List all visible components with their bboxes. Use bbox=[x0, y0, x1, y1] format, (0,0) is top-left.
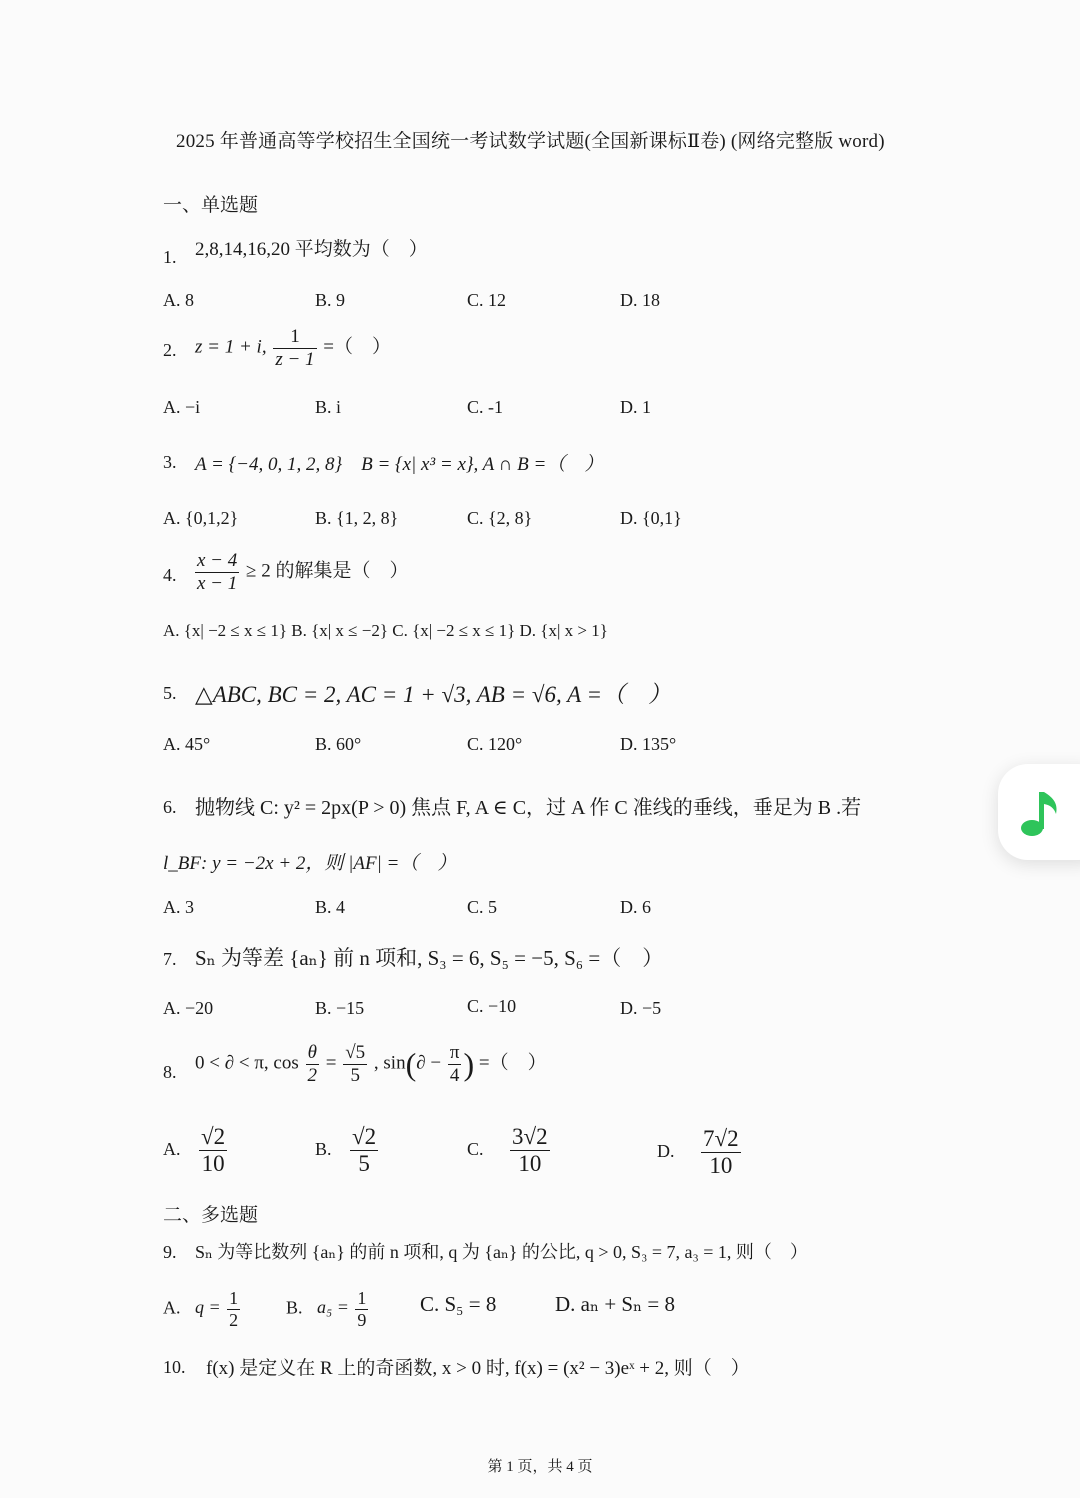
question-8-option-a-label: A. bbox=[163, 1139, 181, 1160]
question-8-fraction-theta-denominator: 2 bbox=[307, 1064, 317, 1086]
page-footer: 第 1 页，共 4 页 bbox=[487, 1459, 593, 1475]
question-2-suffix: =（ ） bbox=[323, 336, 392, 358]
question-9-option-b-prefix: a₅ = bbox=[317, 1297, 349, 1318]
question-9-option-a-denominator: 2 bbox=[229, 1309, 239, 1330]
question-1-text: 2,8,14,16,20 平均数为（ ） bbox=[195, 239, 428, 260]
question-8-fraction-root5-denominator: 5 bbox=[350, 1064, 360, 1086]
question-8-fraction-pi-numerator: π bbox=[449, 1042, 460, 1063]
question-5-text: △ABC, BC = 2, AC = 1 + √3, AB = √6, A =（ ） bbox=[195, 682, 671, 707]
question-2-text bbox=[195, 326, 391, 371]
question-3-option-a: A. {0,1,2} bbox=[163, 508, 239, 528]
question-9-option-a-numerator: 1 bbox=[229, 1288, 239, 1308]
question-7-option-c: C. −10 bbox=[467, 996, 517, 1016]
question-8-fraction-root5-numerator: √5 bbox=[345, 1042, 366, 1063]
question-5-number: 5. bbox=[163, 683, 177, 703]
question-8-fraction-pi bbox=[448, 1042, 462, 1087]
question-8-number: 8. bbox=[163, 1062, 177, 1082]
question-6-option-b: B. 4 bbox=[315, 897, 346, 917]
question-6-option-d: D. 6 bbox=[620, 897, 651, 917]
floating-music-button[interactable] bbox=[998, 764, 1080, 860]
question-9-option-a-label: A. bbox=[163, 1297, 181, 1318]
question-8-fraction-theta bbox=[306, 1042, 320, 1087]
question-4-text bbox=[193, 550, 408, 595]
question-8-option-d-fraction bbox=[701, 1126, 741, 1180]
question-3-text: A = {−4, 0, 1, 2, 8} B = {x| x³ = x}, A ∩ B =（ ） bbox=[195, 454, 604, 475]
question-6-number: 6. bbox=[163, 797, 177, 817]
question-1-option-a: A. 8 bbox=[163, 290, 194, 310]
question-1-option-b: B. 9 bbox=[315, 290, 346, 310]
question-2-option-a: A. −i bbox=[163, 397, 201, 417]
question-10-text: f(x) 是定义在 R 上的奇函数, x > 0 时, f(x) = (x² − 3)eˣ + 2, 则（ ） bbox=[206, 1358, 750, 1379]
question-8-sin: , sin bbox=[373, 1052, 406, 1074]
question-8-option-c-fraction bbox=[510, 1124, 550, 1178]
question-9-number: 9. bbox=[163, 1242, 177, 1262]
question-8-option-c-label: C. bbox=[467, 1139, 484, 1160]
question-2-option-b: B. i bbox=[315, 397, 342, 417]
section-heading-single-choice: 一、单选题 bbox=[163, 195, 259, 216]
question-7-option-a: A. −20 bbox=[163, 998, 214, 1018]
question-2-fraction-numerator: 1 bbox=[273, 326, 316, 349]
question-4-fraction bbox=[195, 550, 239, 595]
question-8-fraction-root5 bbox=[343, 1042, 367, 1087]
question-10-number: 10. bbox=[163, 1357, 186, 1377]
question-8-text: 0 < ∂ < π, cos $\frac{\theta}{2}$ = $\frac{√5}{5}$ , sin(∂ − $\frac{\pi}{4}$ ) =（ ） bbox=[195, 1042, 547, 1086]
question-1-option-d: D. 18 bbox=[620, 290, 660, 310]
question-2-option-d: D. 1 bbox=[620, 397, 651, 417]
question-8-equals: = bbox=[325, 1052, 337, 1074]
question-2-option-c: C. -1 bbox=[467, 397, 503, 417]
question-9-option-a-prefix: q = bbox=[195, 1297, 221, 1318]
question-8-fraction-theta-numerator: θ bbox=[306, 1042, 320, 1065]
question-6-option-a: A. 3 bbox=[163, 897, 194, 917]
question-9-text: Sₙ 为等比数列 {aₙ} 的前 n 项和, q 为 {aₙ} 的公比, q > 0, S₃ = 7, a₃ = 1, 则（ ） bbox=[195, 1242, 808, 1262]
question-8-option-d bbox=[657, 1126, 743, 1180]
question-4-number: 4. bbox=[163, 565, 177, 585]
question-7-text: Sₙ 为等差 {aₙ} 前 n 项和, S₃ = 6, S₅ = −5, S₆ =（ ） bbox=[195, 946, 664, 970]
question-8-option-d-label: D. bbox=[657, 1141, 675, 1162]
question-9-option-c: C. S₅ = 8 bbox=[420, 1292, 497, 1316]
question-9-option-a bbox=[163, 1288, 242, 1330]
question-9-option-a-fraction bbox=[227, 1288, 240, 1330]
question-8-option-a-numerator: √2 bbox=[199, 1124, 227, 1151]
question-6-line-1: 抛物线 C: y² = 2px(P > 0) 焦点 F, A ∈ C，过 A 作 C 准线的垂线，垂足为 B .若 bbox=[195, 797, 862, 819]
question-8-prefix: 0 < ∂ < π, cos bbox=[195, 1052, 299, 1074]
question-8-option-d-numerator: 7√2 bbox=[701, 1126, 741, 1153]
question-8-option-a-denominator: 10 bbox=[201, 1151, 225, 1177]
question-9-option-b-fraction bbox=[355, 1288, 368, 1330]
question-8-option-b-numerator: √2 bbox=[350, 1124, 378, 1151]
question-2-prefix: z = 1 + i, bbox=[195, 336, 267, 358]
question-7-number: 7. bbox=[163, 949, 177, 969]
question-8-suffix: =（ ） bbox=[478, 1052, 547, 1074]
question-5-option-d: D. 135° bbox=[620, 734, 677, 754]
question-2-fraction bbox=[273, 326, 316, 371]
music-note-icon bbox=[1014, 784, 1064, 844]
question-6-line-2: l_BF: y = −2x + 2，则 |AF| =（ ） bbox=[163, 853, 457, 874]
question-8-option-a bbox=[163, 1124, 229, 1178]
question-5-option-a: A. 45° bbox=[163, 734, 211, 754]
question-4-suffix: ≥ 2 的解集是（ ） bbox=[246, 560, 409, 582]
question-8-option-b-denominator: 5 bbox=[358, 1151, 370, 1177]
question-2-fraction-denominator: z − 1 bbox=[275, 348, 315, 370]
question-1-option-c: C. 12 bbox=[467, 290, 507, 310]
question-1-number: 1. bbox=[163, 247, 177, 267]
question-8-option-c-denominator: 10 bbox=[518, 1151, 542, 1177]
question-8-option-a-fraction bbox=[199, 1124, 227, 1178]
section-heading-multiple-choice: 二、多选题 bbox=[163, 1205, 259, 1226]
question-9-option-b-label: B. bbox=[286, 1297, 303, 1318]
question-3-number: 3. bbox=[163, 452, 177, 472]
question-9-option-b-denominator: 9 bbox=[357, 1309, 367, 1330]
question-4-options: A. {x| −2 ≤ x ≤ 1} B. {x| x ≤ −2} C. {x| −2 ≤ x ≤ 1} D. {x| x > 1} bbox=[163, 621, 608, 640]
question-7-option-b: B. −15 bbox=[315, 998, 365, 1018]
question-3-option-d: D. {0,1} bbox=[620, 508, 682, 528]
question-9-option-b-numerator: 1 bbox=[357, 1288, 367, 1308]
question-9-option-b bbox=[286, 1288, 370, 1330]
page-title: 2025 年普通高等学校招生全国统一考试数学试题(全国新课标Ⅱ卷) (网络完整版 word) bbox=[176, 131, 885, 152]
question-6-option-c: C. 5 bbox=[467, 897, 498, 917]
question-8-option-b-fraction bbox=[350, 1124, 378, 1178]
question-8-option-d-denominator: 10 bbox=[709, 1153, 733, 1179]
question-3-option-c: C. {2, 8} bbox=[467, 508, 533, 528]
question-7-option-d: D. −5 bbox=[620, 998, 662, 1018]
question-5-option-b: B. 60° bbox=[315, 734, 362, 754]
question-8-fraction-pi-denominator: 4 bbox=[449, 1064, 460, 1086]
question-8-option-b-label: B. bbox=[315, 1139, 332, 1160]
question-9-option-d: D. aₙ + Sₙ = 8 bbox=[555, 1292, 676, 1316]
question-2-number: 2. bbox=[163, 340, 177, 360]
question-3-option-b: B. {1, 2, 8} bbox=[315, 508, 399, 528]
question-4-fraction-numerator: x − 4 bbox=[197, 550, 238, 571]
question-8-option-c-numerator: 3√2 bbox=[510, 1124, 550, 1151]
question-4-fraction-denominator: x − 1 bbox=[197, 572, 238, 594]
question-8-option-c bbox=[467, 1124, 552, 1178]
question-8-option-b bbox=[315, 1124, 380, 1178]
question-5-option-c: C. 120° bbox=[467, 734, 523, 754]
